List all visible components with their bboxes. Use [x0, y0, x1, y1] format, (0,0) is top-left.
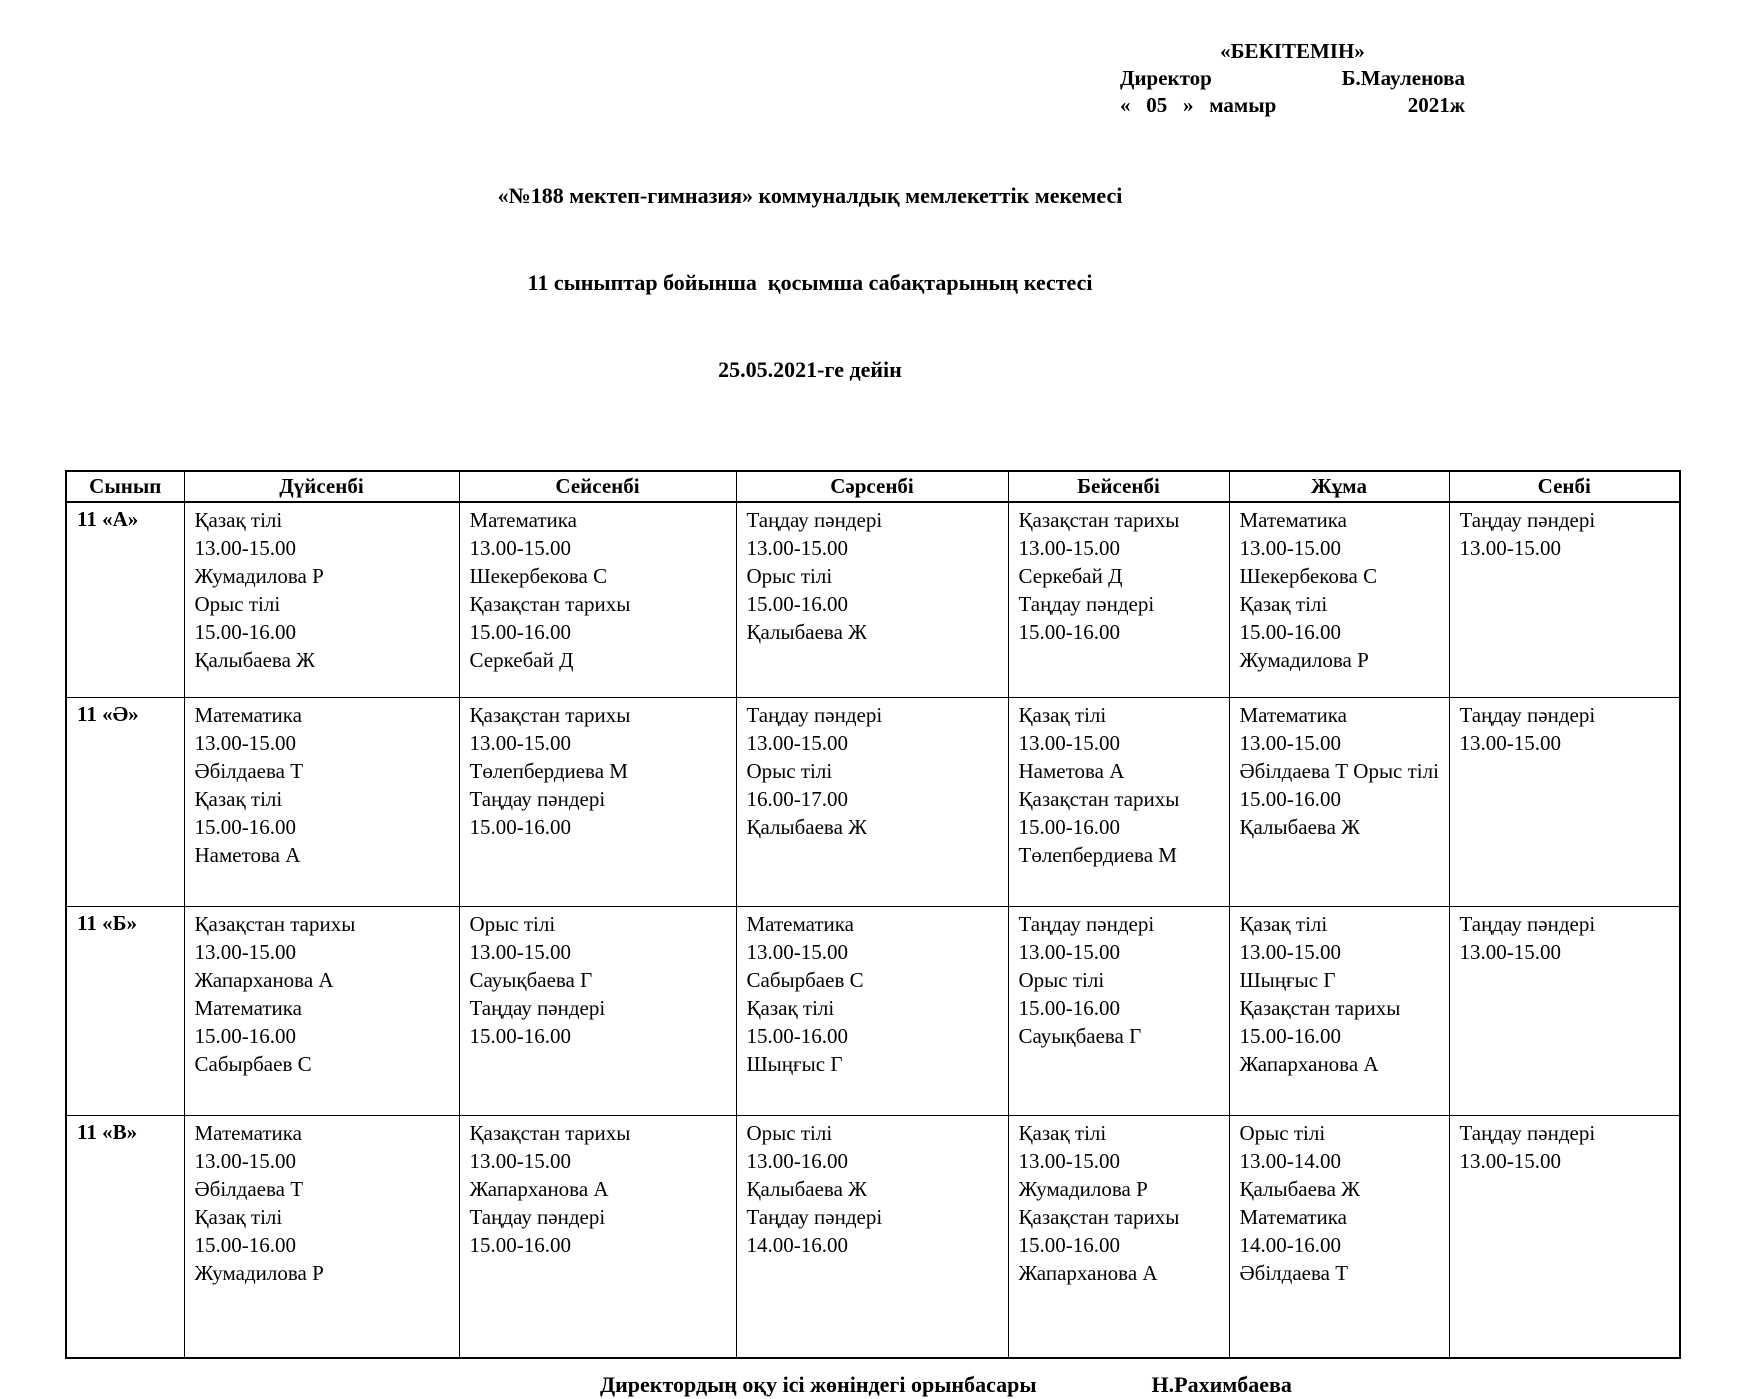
cell-line: Төлепбердиева М: [469, 758, 628, 783]
cell-line: 15.00-16.00: [469, 1232, 571, 1257]
schedule-cell: [459, 1115, 736, 1358]
cell-line: Әбілдаева Т: [194, 1176, 304, 1201]
cell-line: Қазақстан тарихы: [1239, 995, 1401, 1020]
cell-line: 15.00-16.00: [1018, 620, 1120, 644]
cell-line: 13.00-15.00: [1239, 939, 1341, 964]
title-block: [0, 123, 1620, 442]
cell-line: 15.00-16.00: [194, 1023, 296, 1048]
cell-line: Сабырбаев С: [194, 1051, 312, 1076]
class-label: 11 «А»: [66, 502, 184, 697]
cell-line: Орыс тілі: [746, 758, 833, 783]
cell-line: 13.00-16.00: [746, 1148, 848, 1173]
cell-line: Математика: [194, 702, 302, 727]
cell-line: 13.00-15.00: [469, 730, 571, 755]
cell-line: Математика: [1239, 508, 1347, 532]
cell-line: 13.00-15.00: [194, 730, 296, 755]
deputy-director-label: Директордың оқу ісі жөніндегі орынбасары: [600, 1372, 1037, 1397]
deputy-director-name: Н.Рахимбаева: [1151, 1372, 1292, 1397]
cell-line: 15.00-16.00: [746, 1023, 848, 1048]
cell-line: Жапарханова А: [194, 967, 334, 992]
cell-line: Қалыбаева Ж: [1239, 814, 1360, 839]
column-header-4: Бейсенбі: [1008, 471, 1229, 502]
cell-line: Қазақ тілі: [746, 995, 835, 1020]
cell-line: 13.00-15.00: [1459, 536, 1561, 560]
cell-line: Шыңғыс Г: [1239, 967, 1336, 992]
cell-line: Әбілдаева Т: [194, 758, 304, 783]
cell-line: Шекербекова С: [469, 564, 608, 588]
cell-line: Таңдау пәндері: [1018, 911, 1155, 936]
cell-line: Орыс тілі: [1018, 967, 1105, 992]
cell-line: Қазақ тілі: [194, 508, 283, 532]
director-label: Директор: [1120, 66, 1212, 90]
cell-line: 15.00-16.00: [746, 592, 848, 616]
schedule-cell: [184, 697, 459, 906]
cell-line: 13.00-15.00: [746, 730, 848, 755]
cell-line: Математика: [194, 1120, 302, 1145]
cell-line: 16.00-17.00: [746, 786, 848, 811]
cell-line: 13.00-15.00: [194, 536, 296, 560]
cell-line: Жумадилова Р: [194, 564, 324, 588]
cell-line: Жумадилова Р: [1018, 1176, 1148, 1201]
cell-line: Қазақстан тарихы: [1018, 786, 1180, 811]
cell-line: Жапарханова А: [469, 1176, 609, 1201]
cell-line: 13.00-15.00: [1018, 939, 1120, 964]
cell-line: Жапарханова А: [1018, 1260, 1158, 1285]
cell-line: Шекербекова С: [1239, 564, 1378, 588]
cell-line: Серкебай Д: [1018, 564, 1123, 588]
approval-year: 2021ж: [1407, 93, 1465, 117]
schedule-row-2: [66, 906, 1680, 1115]
approval-block: [1120, 38, 1465, 119]
cell-line: Қалыбаева Ж: [746, 1176, 867, 1201]
document-title: «№188 мектеп-гимназия» коммуналдық мемлекеттік мекемесі: [497, 183, 1123, 208]
schedule-header-row: [66, 471, 1680, 502]
cell-line: Қазақстан тарихы: [194, 911, 356, 936]
schedule-table: [65, 470, 1681, 1359]
cell-line: 13.00-15.00: [1459, 939, 1561, 964]
cell-line: Әбілдаева Т Орыс тілі: [1239, 758, 1439, 783]
cell-line: 15.00-16.00: [194, 620, 296, 644]
cell-line: 15.00-16.00: [194, 1232, 296, 1257]
column-header-5: Жұма: [1229, 471, 1449, 502]
cell-line: Математика: [746, 911, 854, 936]
class-label: 11 «Б»: [66, 906, 184, 1115]
cell-line: Жумадилова Р: [1239, 648, 1369, 672]
cell-line: Қалыбаева Ж: [746, 620, 867, 644]
cell-line: Математика: [1239, 1204, 1347, 1229]
cell-line: 15.00-16.00: [1018, 995, 1120, 1020]
document-deadline: 25.05.2021-ге дейін: [718, 357, 902, 382]
cell-line: Орыс тілі: [194, 592, 281, 616]
cell-line: Наметова А: [1018, 758, 1125, 783]
cell-line: Математика: [194, 995, 302, 1020]
schedule-cell: [1449, 906, 1680, 1115]
cell-line: Таңдау пәндері: [1018, 592, 1155, 616]
cell-line: 13.00-15.00: [746, 939, 848, 964]
schedule-cell: [1008, 697, 1229, 906]
cell-line: 15.00-16.00: [194, 814, 296, 839]
cell-line: Математика: [469, 508, 577, 532]
column-header-6: Сенбі: [1449, 471, 1680, 502]
cell-line: 13.00-15.00: [1018, 730, 1120, 755]
cell-line: Қазақстан тарихы: [469, 1120, 631, 1145]
cell-line: 14.00-16.00: [1239, 1232, 1341, 1257]
cell-line: 15.00-16.00: [1018, 1232, 1120, 1257]
cell-line: 13.00-15.00: [746, 536, 848, 560]
cell-line: Төлепбердиева М: [1018, 842, 1177, 867]
cell-line: 15.00-16.00: [469, 620, 571, 644]
cell-line: Орыс тілі: [469, 911, 556, 936]
cell-line: 13.00-14.00: [1239, 1148, 1341, 1173]
cell-line: 13.00-15.00: [194, 1148, 296, 1173]
column-header-2: Сейсенбі: [459, 471, 736, 502]
schedule-cell: [184, 906, 459, 1115]
approval-director-line: [1120, 65, 1465, 92]
schedule-cell: [1449, 1115, 1680, 1358]
cell-line: 15.00-16.00: [469, 814, 571, 839]
cell-line: Таңдау пәндері: [1459, 702, 1596, 727]
schedule-row-1: [66, 697, 1680, 906]
schedule-cell: [1229, 1115, 1449, 1358]
cell-line: Таңдау пәндері: [469, 786, 606, 811]
cell-line: Қалыбаева Ж: [1239, 1176, 1360, 1201]
cell-line: Таңдау пәндері: [469, 1204, 606, 1229]
column-header-0: Сынып: [66, 471, 184, 502]
schedule-cell: [184, 502, 459, 697]
schedule-cell: [184, 1115, 459, 1358]
cell-line: Қазақ тілі: [1239, 911, 1328, 936]
approval-date-line: [1120, 92, 1465, 119]
cell-line: Таңдау пәндері: [746, 702, 883, 727]
cell-line: Серкебай Д: [469, 648, 574, 672]
schedule-cell: [459, 697, 736, 906]
cell-line: 15.00-16.00: [1239, 1023, 1341, 1048]
cell-line: Таңдау пәндері: [1459, 508, 1596, 532]
cell-line: 13.00-15.00: [469, 939, 571, 964]
cell-line: Шыңғыс Г: [746, 1051, 843, 1076]
cell-line: Сауықбаева Г: [1018, 1023, 1142, 1048]
schedule-cell: [1008, 502, 1229, 697]
cell-line: Математика: [1239, 702, 1347, 727]
cell-line: Қазақстан тарихы: [1018, 508, 1180, 532]
cell-line: Әбілдаева Т: [1239, 1260, 1349, 1285]
cell-line: Сабырбаев С: [746, 967, 864, 992]
class-label: 11 «В»: [66, 1115, 184, 1358]
cell-line: Қалыбаева Ж: [194, 648, 315, 672]
cell-line: Сауықбаева Г: [469, 967, 593, 992]
cell-line: 13.00-15.00: [469, 536, 571, 560]
cell-line: Таңдау пәндері: [1459, 1120, 1596, 1145]
cell-line: 14.00-16.00: [746, 1232, 848, 1257]
schedule-row-0: [66, 502, 1680, 697]
column-header-1: Дүйсенбі: [184, 471, 459, 502]
cell-line: Қазақстан тарихы: [1018, 1204, 1180, 1229]
cell-line: Таңдау пәндері: [746, 508, 883, 532]
cell-line: 15.00-16.00: [1018, 814, 1120, 839]
cell-line: Наметова А: [194, 842, 301, 867]
schedule-cell: [736, 502, 1008, 697]
cell-line: 13.00-15.00: [469, 1148, 571, 1173]
schedule-cell: [736, 906, 1008, 1115]
document-subtitle: 11 сыныптар бойынша қосымша сабақтарының кестесі: [527, 270, 1093, 295]
cell-line: Қазақ тілі: [1018, 702, 1107, 727]
cell-line: Таңдау пәндері: [1459, 911, 1596, 936]
cell-line: Қазақ тілі: [1239, 592, 1328, 616]
schedule-cell: [1449, 697, 1680, 906]
cell-line: Жумадилова Р: [194, 1260, 324, 1285]
schedule-cell: [1008, 906, 1229, 1115]
cell-line: 13.00-15.00: [1018, 1148, 1120, 1173]
director-name: Б.Мауленова: [1341, 66, 1465, 90]
cell-line: 13.00-15.00: [1239, 730, 1341, 755]
schedule-cell: [1229, 906, 1449, 1115]
cell-line: Орыс тілі: [746, 1120, 833, 1145]
cell-line: 15.00-16.00: [469, 1023, 571, 1048]
schedule-cell: [459, 906, 736, 1115]
cell-line: Қазақ тілі: [194, 1204, 283, 1229]
cell-line: 13.00-15.00: [1459, 730, 1561, 755]
schedule-cell: [1008, 1115, 1229, 1358]
schedule-cell: [459, 502, 736, 697]
cell-line: Таңдау пәндері: [746, 1204, 883, 1229]
approval-stamp-text: «БЕКІТЕМІН»: [1220, 39, 1365, 63]
cell-line: Орыс тілі: [746, 564, 833, 588]
schedule-cell: [736, 1115, 1008, 1358]
cell-line: Қазақ тілі: [194, 786, 283, 811]
cell-line: Қазақстан тарихы: [469, 702, 631, 727]
cell-line: Қазақ тілі: [1018, 1120, 1107, 1145]
cell-line: 13.00-15.00: [1018, 536, 1120, 560]
cell-line: Қазақстан тарихы: [469, 592, 631, 616]
cell-line: 13.00-15.00: [1239, 536, 1341, 560]
schedule-row-3: [66, 1115, 1680, 1358]
class-label: 11 «Ә»: [66, 697, 184, 906]
schedule-cell: [1229, 502, 1449, 697]
cell-line: Орыс тілі: [1239, 1120, 1326, 1145]
schedule-cell: [1449, 502, 1680, 697]
approval-date: « 05 » мамыр: [1120, 93, 1277, 117]
cell-line: 15.00-16.00: [1239, 620, 1341, 644]
cell-line: 15.00-16.00: [1239, 786, 1341, 811]
cell-line: 13.00-15.00: [194, 939, 296, 964]
schedule-cell: [736, 697, 1008, 906]
cell-line: Қалыбаева Ж: [746, 814, 867, 839]
cell-line: 13.00-15.00: [1459, 1148, 1561, 1173]
column-header-3: Сәрсенбі: [736, 471, 1008, 502]
signature-line: [600, 1371, 1755, 1399]
cell-line: Жапарханова А: [1239, 1051, 1379, 1076]
schedule-cell: [1229, 697, 1449, 906]
cell-line: Таңдау пәндері: [469, 995, 606, 1020]
